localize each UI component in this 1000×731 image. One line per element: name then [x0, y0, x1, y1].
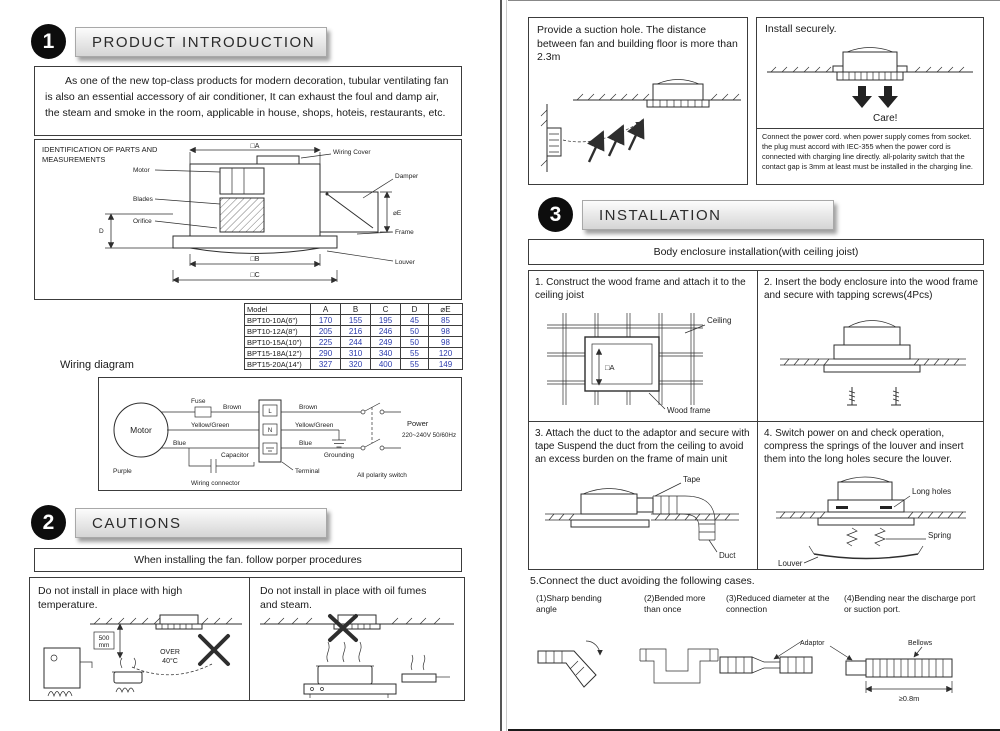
ceiling-label: Ceiling [707, 316, 732, 325]
louver-label: Louver [778, 559, 803, 568]
section1-badge: 1 [31, 24, 66, 59]
installation-steps-panel [528, 270, 984, 570]
bend-angle-arrow [586, 641, 600, 655]
step2-cell [758, 271, 985, 421]
wood-frame-label: Wood frame [667, 406, 711, 415]
install-securely-illustration [757, 40, 983, 114]
dim-mm-label: mm [98, 642, 110, 649]
ceiling-and-fan [767, 48, 973, 81]
brown-left-label: Brown [223, 404, 242, 411]
section1-title: PRODUCT INTRODUCTION [75, 27, 327, 57]
power-spec-label: 220~240V 50/60Hz [402, 432, 457, 439]
wiring-diagram [99, 378, 461, 490]
stove-and-pot [304, 642, 396, 698]
header-a: A [311, 304, 341, 315]
dimensions-table [244, 303, 463, 370]
case2-label: (2)Bended more than once [644, 593, 706, 614]
yellow-green-left-label: Yellow/Green [191, 422, 230, 429]
brown-right-label: Brown [299, 404, 318, 411]
install-securely-text: Install securely. [765, 23, 837, 35]
grounding-label: Grounding [323, 452, 355, 459]
parts-diagram-panel [34, 139, 462, 300]
dim-d-label: D [99, 228, 104, 235]
terminal-block [259, 400, 320, 475]
prohibited-x-icon [200, 636, 228, 664]
cautions-divider [249, 578, 250, 700]
frame-opening [585, 337, 659, 391]
blades-label: Blades [133, 196, 153, 203]
step2-text: 2. Insert the body enclosure into the wood frame and secure with tapping screws(4Pcs) [764, 277, 979, 301]
caution2-illustration [252, 612, 462, 700]
duct-label: Duct [719, 551, 736, 560]
header-d: D [401, 304, 429, 315]
dim-b-label: □B [250, 256, 260, 263]
case4-illustration [796, 633, 982, 705]
header-e: ⌀E [429, 304, 463, 315]
yellow-green-right-label: Yellow/Green [295, 422, 334, 429]
wiring-diagram-title: Wiring diagram [60, 359, 134, 371]
table-row: BPT10-15A(10") 225 244 249 50 98 [245, 337, 463, 348]
long-hole-left [836, 506, 848, 509]
installation-subtitle: Body enclosure installation(with ceiling joist) [528, 239, 984, 265]
page-spine-line-2 [506, 0, 507, 731]
case1-illustration [532, 633, 624, 697]
blue-right-label: Blue [299, 440, 313, 447]
fan-body [173, 156, 378, 254]
step3-text: 3. Attach the duct to the adaptor and secure with tape Suspend the duct from the ceiling to avoid an excess burden on the frame of main unit [535, 428, 750, 465]
fan-body [834, 321, 910, 360]
right-wires [281, 404, 361, 448]
header-model: Model [245, 304, 311, 315]
case3-label: (3)Reduced diameter at the connection [726, 593, 830, 614]
pot-on-flame [112, 658, 144, 692]
dim-a-label: □A [605, 363, 615, 372]
dimension-e [380, 192, 402, 232]
page-spine-line [500, 0, 502, 731]
table-row: BPT10-10A(6") 170 155 195 45 85 [245, 315, 463, 326]
adaptor-shape [846, 661, 866, 675]
section2-badge: 2 [31, 505, 66, 540]
dimension-c [173, 270, 337, 282]
step1-diagram [533, 301, 753, 419]
fuse-label: Fuse [191, 398, 206, 405]
terminal-label: Terminal [295, 468, 320, 475]
step1-text: 1. Construct the wood frame and attach it to the ceiling joist [535, 277, 746, 301]
intro-paragraph: As one of the new top-class products for modern decoration, tubular ventilating fan is also an essential accessory of air conditioner, It can exhaust the foul and damp air, the steam and smoke in the room, applicable in house, shops, hoteis, restaurants, etc. [34, 66, 462, 136]
wiring-connector-label: Wiring connector [191, 480, 240, 487]
ceiling-and-fan [90, 615, 242, 629]
500mm-dimension [94, 624, 120, 658]
cautions-subtitle: When installing the fan. follow porper procedures [34, 548, 462, 572]
step3-cell [529, 422, 757, 571]
bellows-label: Bellows [908, 640, 933, 647]
step4-text: 4. Switch power on and check operation, compress the springs of the louver and insert them into the long holes secure the louver. [764, 428, 964, 465]
bellows-shape [866, 659, 952, 677]
suction-hole-text: Provide a suction hole. The distance between fan and building floor is more than 2.3m [537, 24, 738, 64]
dim-e-label: ⌀E [393, 210, 402, 217]
care-label: Care! [873, 113, 898, 124]
header-b: B [341, 304, 371, 315]
dim-a-label: □A [250, 143, 260, 150]
sharp-bend-duct [538, 651, 596, 687]
frying-pan [402, 655, 450, 682]
caution1-text: Do not install in place with high temperature. [38, 585, 183, 612]
duct-cases [528, 593, 984, 713]
caution2-text: Do not install in place with oil fumes and steam. [260, 585, 427, 612]
min-length-dimension [866, 681, 952, 703]
section3-badge: 3 [538, 197, 573, 232]
orifice-label: Orifice [133, 218, 152, 225]
purple-label: Purple [113, 468, 132, 475]
blue-left-label: Blue [173, 440, 187, 447]
step2-diagram [762, 301, 982, 419]
motor-label: Motor [133, 167, 150, 174]
note-divider [757, 128, 983, 129]
section3-title: INSTALLATION [582, 200, 834, 230]
multi-bend-duct [640, 649, 718, 683]
louver-panel [809, 546, 923, 559]
water-heater [44, 648, 92, 696]
power-label: Power [407, 419, 429, 428]
power-cord-note: Connect the power cord. when power supply comes from socket. the plug must accord with IEC-355 when the power cord is connected with charging line directly. all-polarity switch that the contact gap is 3mm at least must be installed in the charging line. [762, 132, 973, 171]
dimension-a [190, 143, 320, 164]
tape-label: Tape [683, 475, 701, 484]
dim-c-label: □C [250, 272, 260, 279]
table-header-row [245, 304, 463, 315]
step4-diagram [762, 466, 982, 570]
min-length-label: ≥0.8m [898, 694, 920, 703]
long-hole-right [880, 506, 892, 509]
parts-title-line2: MEASUREMENTS [42, 155, 106, 165]
long-holes-label: Long holes [912, 487, 952, 496]
section2-title: CAUTIONS [75, 508, 327, 538]
ceiling [780, 359, 966, 372]
header-c: C [371, 304, 401, 315]
springs [847, 528, 885, 546]
polarity-switch-symbol [357, 403, 456, 479]
duct-and-adaptor [637, 496, 715, 540]
table-row: BPT10-12A(8") 205 216 246 50 98 [245, 326, 463, 337]
terminal-n-label: N [267, 428, 273, 434]
caution1-illustration [32, 612, 246, 700]
airflow-arrows [589, 120, 643, 162]
dim-500-label: 500 [98, 635, 110, 642]
case1-label: (1)Sharp bending angle [536, 593, 602, 614]
tapping-screws [847, 387, 901, 405]
case2-illustration [634, 633, 726, 697]
wall-and-vent [541, 104, 561, 172]
adaptor-label: Adaptor [800, 640, 825, 647]
capacitor-label: Capacitor [221, 452, 249, 459]
suction-hole-panel [528, 17, 748, 185]
step1-cell [529, 271, 757, 421]
polarity-switch-label: All polarity switch [357, 472, 407, 479]
spring-label: Spring [928, 531, 952, 540]
table-row: BPT15-20A(14") 327 320 400 55 149 [245, 359, 463, 370]
fan-body [776, 477, 966, 525]
case4-label: (4)Bending near the discharge port or suction port. [844, 593, 976, 614]
dimension-b [190, 254, 320, 266]
step3-diagram [533, 466, 753, 570]
suction-hole-illustration [531, 74, 745, 180]
step4-cell [758, 422, 985, 571]
cautions-panel [29, 577, 465, 701]
ceiling-and-fan [573, 80, 741, 108]
louver-label: Louver [395, 259, 415, 266]
install-securely-panel [756, 17, 984, 185]
press-down-arrows [852, 86, 898, 108]
step5-text: 5.Connect the duct avoiding the following cases. [530, 575, 755, 587]
left-wires [161, 398, 259, 448]
temp-label: 40°C [162, 658, 178, 665]
wiring-diagram-panel [98, 377, 462, 491]
motor-label: Motor [130, 425, 152, 435]
parts-title-line1: IDENTIFICATION OF PARTS AND [42, 145, 158, 154]
page-right [508, 0, 1000, 731]
over-label: OVER [160, 649, 180, 656]
grounding-symbol [324, 430, 355, 459]
damper-label: Damper [395, 173, 419, 180]
frame-label: Frame [395, 229, 414, 236]
motor-symbol [114, 403, 168, 457]
terminal-l-label: L [268, 409, 272, 415]
fan-cross-section-diagram [95, 142, 455, 297]
table-row: BPT15-18A(12") 290 310 340 55 120 [245, 348, 463, 359]
wiring-cover-label: Wiring Cover [333, 149, 371, 156]
